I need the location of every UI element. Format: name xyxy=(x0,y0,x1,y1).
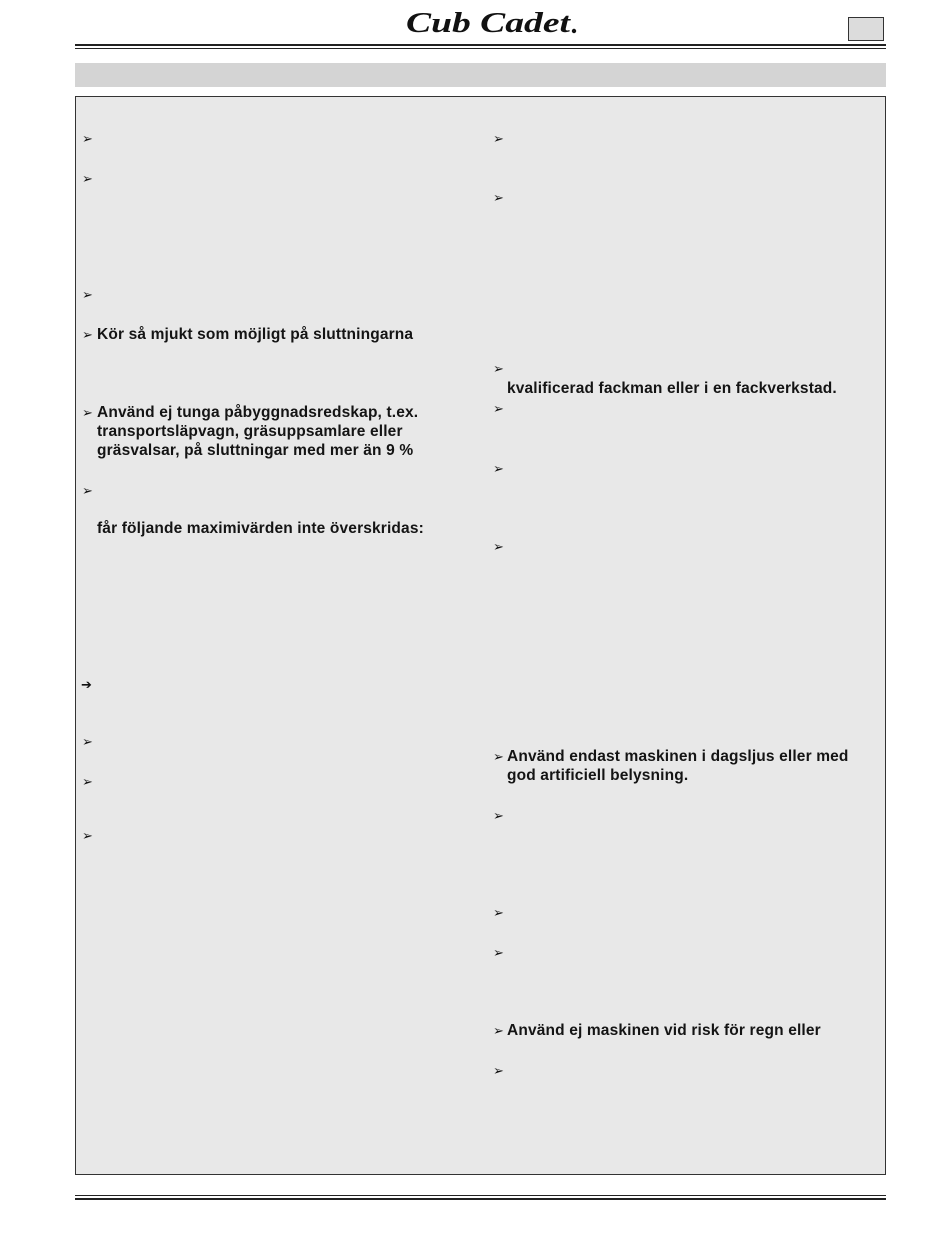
footer-rule-thin xyxy=(75,1195,886,1196)
right-item-daylight-line1: Använd endast maskinen i dagsljus eller med xyxy=(507,748,849,765)
bullet-icon: ➢ xyxy=(493,539,504,554)
bullet-icon: ➢ xyxy=(493,905,504,920)
bullet-icon: ➢ xyxy=(493,190,504,205)
cub-cadet-logo xyxy=(404,5,584,39)
header-rule-thin xyxy=(75,48,886,49)
right-item-rain: Använd ej maskinen vid risk för regn eller xyxy=(507,1022,821,1039)
bullet-icon: ➢ xyxy=(82,483,93,498)
bullet-icon: ➢ xyxy=(493,749,504,764)
left-item-heavy-attachments-line2: transportsläpvagn, gräsuppsamlare eller xyxy=(97,423,403,440)
bullet-icon: ➢ xyxy=(493,808,504,823)
bullet-icon: ➢ xyxy=(493,1023,504,1038)
header-rule-thick xyxy=(75,44,886,46)
bullet-icon: ➢ xyxy=(493,945,504,960)
bullet-icon: ➢ xyxy=(82,405,93,420)
bullet-icon: ➢ xyxy=(82,774,93,789)
left-item-max-values: får följande maximivärden inte överskridas: xyxy=(97,520,424,537)
bullet-icon: ➢ xyxy=(82,287,93,302)
svg-text:Cub Cadet: Cub Cadet xyxy=(406,7,572,39)
arrow-right-icon: ➔ xyxy=(81,677,92,692)
page-number-box xyxy=(848,17,884,41)
bullet-icon: ➢ xyxy=(493,361,504,376)
bullet-icon: ➢ xyxy=(493,461,504,476)
bullet-icon: ➢ xyxy=(82,131,93,146)
bullet-icon: ➢ xyxy=(82,327,93,342)
left-item-heavy-attachments-line3: gräsvalsar, på sluttningar med mer än 9 % xyxy=(97,442,414,459)
right-item-daylight-line2: god artificiell belysning. xyxy=(507,767,689,784)
content-frame xyxy=(75,96,886,1175)
bullet-icon: ➢ xyxy=(493,1063,504,1078)
right-item-qualified-workshop: kvalificerad fackman eller i en fackverkstad. xyxy=(507,380,837,397)
left-item-heavy-attachments-line1: Använd ej tunga påbyggnadsredskap, t.ex. xyxy=(97,404,419,421)
footer-rule-thick xyxy=(75,1198,886,1200)
section-title-bar xyxy=(75,63,886,87)
bullet-icon: ➢ xyxy=(82,171,93,186)
bullet-icon: ➢ xyxy=(493,401,504,416)
bullet-icon: ➢ xyxy=(82,734,93,749)
bullet-icon: ➢ xyxy=(493,131,504,146)
left-item-slope-driving: Kör så mjukt som möjligt på sluttningarna xyxy=(97,326,414,343)
bullet-icon: ➢ xyxy=(82,828,93,843)
